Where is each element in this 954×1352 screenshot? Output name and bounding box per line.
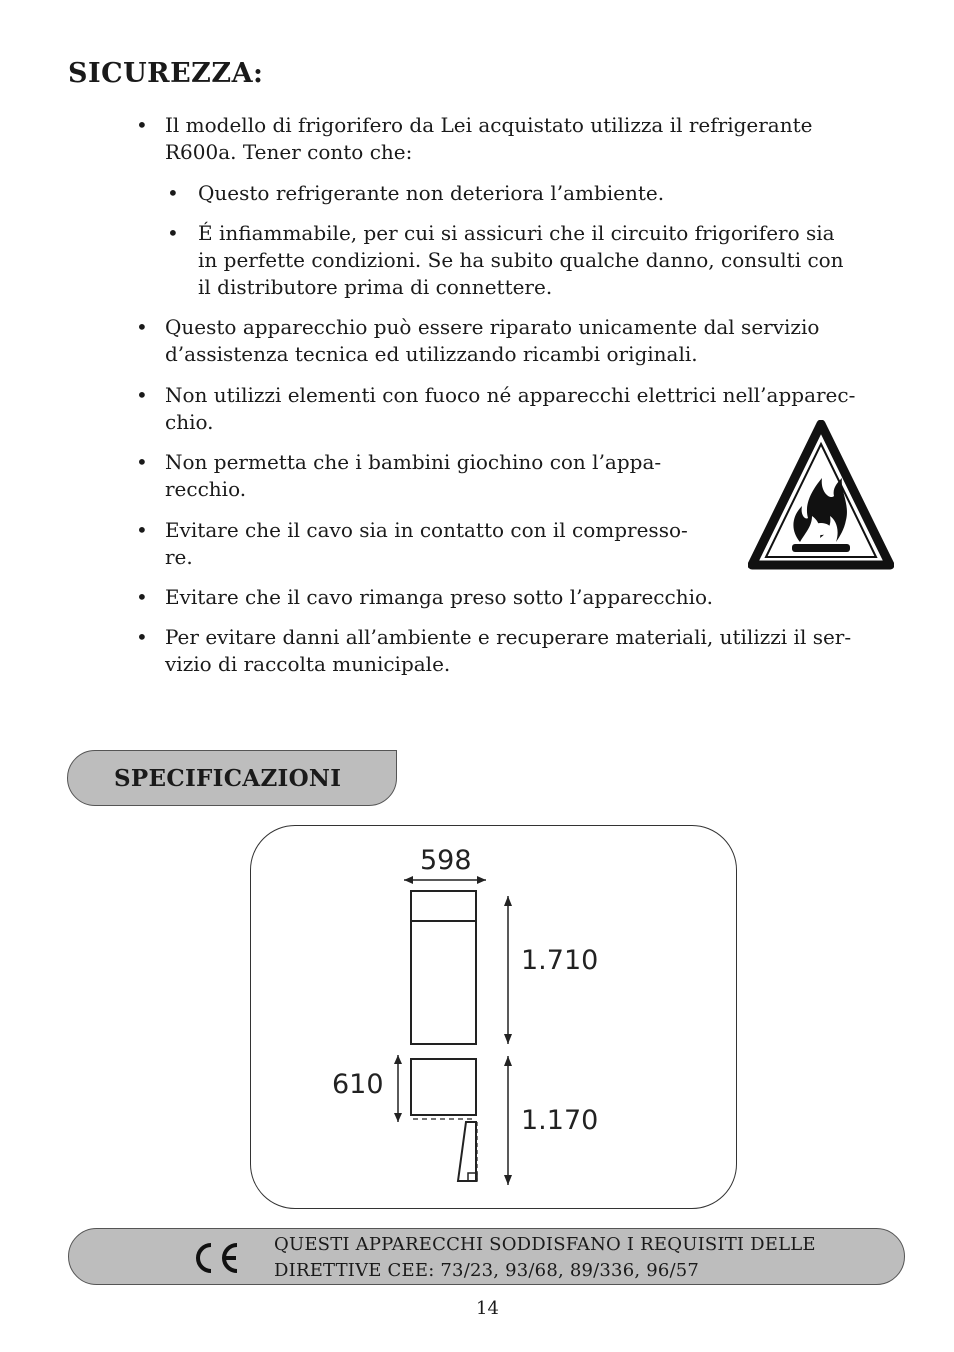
width-value: 598	[420, 845, 472, 876]
list-item: É infiammabile, per cui si assicuri che il circuito frigorifero sia in perfette condizioni. Se ha subito qualche danno, consulti con il distributore prima di connettere.	[198, 221, 844, 299]
compliance-banner	[68, 1228, 905, 1285]
bullet: •	[136, 315, 148, 339]
specifications-header	[67, 750, 397, 806]
list-item: Questo refrigerante non deteriora l’ambiente.	[198, 181, 665, 205]
fridge-dimension-drawing	[380, 860, 520, 1190]
list-item: Evitare che il cavo rimanga preso sotto l’apparecchio.	[165, 585, 714, 609]
list-item: Questo apparecchio può essere riparato unicamente dal servizio d’assistenza tecnica ed utilizzando ricambi originali.	[165, 315, 820, 366]
list-item: Non permetta che i bambini giochino con l’appa- recchio.	[165, 450, 662, 501]
depth-value: 610	[332, 1069, 384, 1100]
list-item: Per evitare danni all’ambiente e recuperare materiali, utilizzi il ser- vizio di raccolta municipale.	[165, 625, 852, 676]
page-number: 14	[476, 1298, 499, 1319]
specifications-title: SPECIFICAZIONI	[114, 765, 342, 792]
page-title: SICUREZZA:	[68, 58, 264, 89]
list-item: Non utilizzi elementi con fuoco né apparecchi elettrici nell’apparec- chio.	[165, 383, 856, 434]
list-item: Evitare che il cavo sia in contatto con il compresso- re.	[165, 518, 688, 569]
height-bottom-value: 1.170	[521, 1105, 599, 1136]
bullet: •	[167, 181, 179, 205]
compliance-line-1: QUESTI APPARECCHI SODDISFANO I REQUISITI DELLE	[274, 1234, 816, 1255]
flammable-warning-icon	[748, 420, 894, 570]
height-top-value: 1.710	[521, 945, 599, 976]
bullet: •	[167, 221, 179, 245]
bullet: •	[136, 585, 148, 609]
list-item: Il modello di frigorifero da Lei acquistato utilizza il refrigerante R600a. Tener conto che:	[165, 113, 813, 164]
bullet: •	[136, 383, 148, 407]
ce-mark-icon	[189, 1241, 243, 1275]
bullet: •	[136, 113, 148, 137]
bullet: •	[136, 518, 148, 542]
bullet: •	[136, 625, 148, 649]
bullet: •	[136, 450, 148, 474]
compliance-line-2: DIRETTIVE CEE: 73/23, 93/68, 89/336, 96/57	[274, 1260, 700, 1281]
